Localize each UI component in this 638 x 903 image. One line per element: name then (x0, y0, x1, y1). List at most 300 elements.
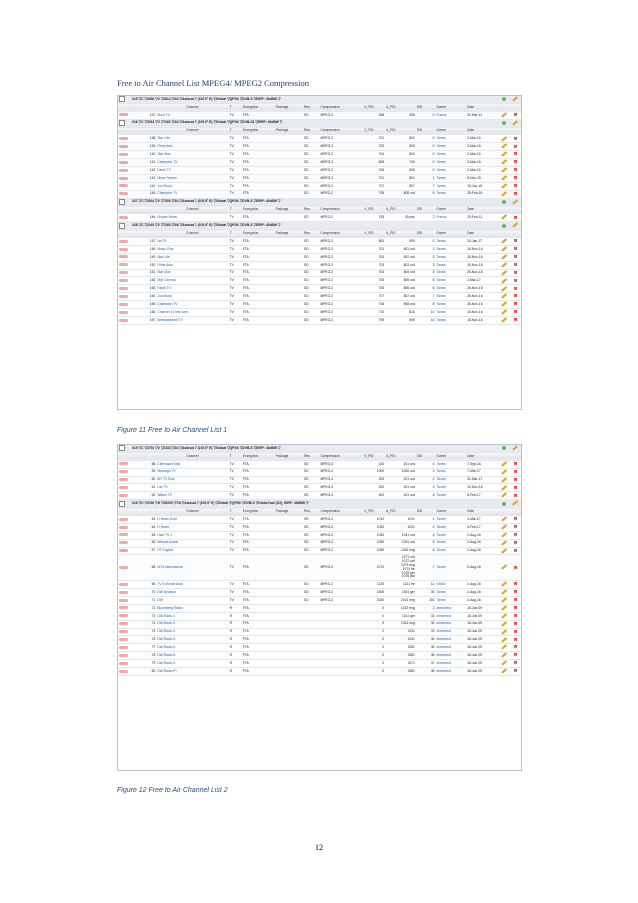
delete-icon[interactable]: ✖ (513, 309, 518, 315)
preview-cell[interactable] (118, 238, 141, 246)
preview-cell[interactable] (118, 214, 141, 222)
edit-cell[interactable] (499, 269, 510, 277)
eye-icon[interactable] (119, 303, 128, 306)
owner[interactable]: Tanea (436, 539, 467, 547)
column-header-a-pid[interactable]: A_PID (385, 508, 416, 516)
channel-row[interactable] (118, 261, 521, 269)
edit-icon[interactable] (502, 516, 508, 521)
column-header-package[interactable]: Package (275, 127, 303, 135)
owner[interactable]: Tanea (436, 293, 467, 301)
channel-name[interactable]: DW-Radio 6 (156, 644, 228, 652)
owner[interactable]: Tanea (436, 167, 467, 175)
owner[interactable]: dreambox (436, 652, 467, 660)
eye-icon[interactable] (119, 486, 128, 489)
edit-cell[interactable] (499, 293, 510, 301)
column-header-v-pid[interactable]: V_PID (363, 508, 385, 516)
edit-cell[interactable] (499, 151, 510, 159)
channel-name[interactable]: Champion TV (156, 301, 228, 309)
preview-cell[interactable] (118, 612, 141, 620)
delete-icon[interactable]: ✖ (513, 285, 518, 291)
channel-row[interactable] (118, 182, 521, 190)
delete-icon[interactable]: ✖ (513, 581, 518, 587)
edit-cell[interactable] (499, 261, 510, 269)
edit-cell[interactable] (499, 190, 510, 198)
owner[interactable]: Tanea (436, 182, 467, 190)
channel-row[interactable] (118, 531, 521, 539)
column-header-package[interactable]: Package (275, 230, 303, 238)
edit-icon[interactable] (502, 270, 508, 275)
eye-icon[interactable] (119, 630, 128, 633)
delete-cell[interactable] (510, 523, 521, 531)
edit-icon[interactable] (502, 613, 508, 618)
edit-cell[interactable] (499, 245, 510, 253)
edit-icon[interactable] (502, 469, 508, 474)
channel-name[interactable]: DW-Radio 5 (156, 636, 228, 644)
edit-cell[interactable] (499, 135, 510, 143)
channel-row[interactable] (118, 309, 521, 317)
channel-row[interactable] (118, 245, 521, 253)
delete-cell[interactable] (510, 245, 521, 253)
delete-cell[interactable] (510, 238, 521, 246)
column-header-type[interactable]: T (229, 230, 242, 238)
owner[interactable]: Tanea (436, 135, 467, 143)
column-header-res[interactable]: Res. (303, 508, 319, 516)
edit-cell[interactable] (499, 581, 510, 589)
edit-icon[interactable] (502, 668, 508, 673)
column-header-channel[interactable]: Channel (156, 230, 228, 238)
column-header-v-pid[interactable]: V_PID (363, 103, 385, 111)
channel-name[interactable]: MTA International (156, 555, 228, 581)
channel-row[interactable] (118, 285, 521, 293)
edit-icon[interactable] (502, 621, 508, 626)
edit-cell[interactable] (499, 301, 510, 309)
preview-cell[interactable] (118, 253, 141, 261)
edit-icon[interactable] (502, 246, 508, 251)
column-header-type[interactable]: T (229, 103, 242, 111)
channel-name[interactable]: Joo Music (156, 293, 228, 301)
owner[interactable]: Tanea (436, 316, 467, 324)
preview-cell[interactable] (118, 261, 141, 269)
owner[interactable]: dreambox (436, 604, 467, 612)
edit-icon[interactable] (502, 112, 508, 117)
channel-name[interactable]: Wessal Arabic (156, 539, 228, 547)
column-header-v-pid[interactable]: V_PID (363, 452, 385, 460)
delete-icon[interactable]: ✖ (513, 167, 518, 173)
edit-cell[interactable] (499, 523, 510, 531)
preview-cell[interactable] (118, 484, 141, 492)
column-header-date[interactable]: Date (466, 103, 499, 111)
channel-name[interactable]: MY TV Kids (156, 476, 228, 484)
column-header-res[interactable]: Res. (303, 230, 319, 238)
channel-row[interactable] (118, 555, 521, 581)
edit-cell[interactable] (499, 612, 510, 620)
delete-icon[interactable]: ✖ (513, 301, 518, 307)
eye-icon[interactable] (119, 541, 128, 544)
edit-icon[interactable] (502, 160, 508, 165)
edit-cell[interactable] (499, 531, 510, 539)
delete-icon[interactable]: ✖ (513, 476, 518, 482)
delete-cell[interactable] (510, 660, 521, 668)
owner[interactable]: Tanea (436, 285, 467, 293)
column-header-owner[interactable]: Owner (436, 127, 467, 135)
satellite-row[interactable] (118, 119, 521, 127)
column-header-type[interactable]: T (229, 127, 242, 135)
delete-cell[interactable] (510, 151, 521, 159)
channel-name[interactable]: Message TV (156, 468, 228, 476)
edit-cell[interactable] (499, 555, 510, 581)
preview-cell[interactable] (118, 628, 141, 636)
delete-icon[interactable]: ✖ (513, 468, 518, 474)
eye-icon[interactable] (119, 462, 128, 465)
eye-icon[interactable] (119, 526, 128, 529)
column-header-a-pid[interactable]: A_PID (385, 452, 416, 460)
eye-icon[interactable] (119, 113, 128, 116)
edit-cell[interactable] (499, 316, 510, 324)
column-header-date[interactable]: Date (466, 508, 499, 516)
edit-cell[interactable] (499, 285, 510, 293)
eye-icon[interactable] (119, 184, 128, 187)
ok-cell[interactable] (499, 96, 510, 103)
preview-cell[interactable] (118, 190, 141, 198)
delete-icon[interactable]: ✖ (513, 636, 518, 642)
eye-icon[interactable] (119, 311, 128, 314)
edit-cell[interactable] (499, 468, 510, 476)
delete-cell[interactable] (510, 667, 521, 675)
owner[interactable]: Tanea (436, 269, 467, 277)
delete-cell[interactable] (510, 468, 521, 476)
edit-cell[interactable] (510, 198, 521, 206)
column-header-sid[interactable]: SID (416, 508, 436, 516)
channel-row[interactable] (118, 628, 521, 636)
column-header-channel[interactable]: Channel (156, 103, 228, 111)
channel-row[interactable] (118, 190, 521, 198)
edit-cell[interactable] (510, 119, 521, 127)
column-header-v-pid[interactable]: V_PID (363, 206, 385, 214)
preview-cell[interactable] (118, 539, 141, 547)
delete-cell[interactable] (510, 596, 521, 604)
preview-cell[interactable] (118, 167, 141, 175)
edit-icon[interactable] (502, 660, 508, 665)
delete-cell[interactable] (510, 214, 521, 222)
channel-name[interactable]: Hadi TV 1 (156, 531, 228, 539)
ok-icon[interactable] (502, 121, 506, 125)
edit-icon[interactable] (502, 637, 508, 642)
edit-cell[interactable] (499, 214, 510, 222)
column-header-package[interactable]: Package (275, 508, 303, 516)
column-header-a-pid[interactable]: A_PID (385, 103, 416, 111)
eye-icon[interactable] (119, 583, 128, 586)
column-header-encryption[interactable]: Encryption (242, 230, 275, 238)
channel-row[interactable] (118, 460, 521, 468)
edit-cell[interactable] (499, 143, 510, 151)
delete-icon[interactable]: ✖ (513, 484, 518, 490)
channel-name[interactable]: DW-Radio 4 (156, 628, 228, 636)
delete-icon[interactable]: ✖ (513, 135, 518, 141)
owner[interactable]: Tanea (436, 159, 467, 167)
delete-icon[interactable]: ✖ (513, 151, 518, 157)
channel-name[interactable]: Star Life (156, 253, 228, 261)
edit-icon[interactable] (502, 532, 508, 537)
delete-icon[interactable]: ✖ (513, 159, 518, 165)
ok-icon[interactable] (502, 97, 506, 101)
channel-row[interactable] (118, 516, 521, 524)
edit-cell[interactable] (499, 628, 510, 636)
delete-cell[interactable] (510, 628, 521, 636)
delete-cell[interactable] (510, 143, 521, 151)
edit-cell[interactable] (499, 167, 510, 175)
edit-cell[interactable] (499, 660, 510, 668)
delete-cell[interactable] (510, 612, 521, 620)
channel-name[interactable]: DW-Radio PI (156, 667, 228, 675)
owner[interactable]: Fracus (436, 111, 467, 119)
edit-cell[interactable] (499, 644, 510, 652)
owner[interactable]: Tanea (436, 309, 467, 317)
column-header-encryption[interactable]: Encryption (242, 103, 275, 111)
channel-name[interactable]: Channel 10 test card (156, 309, 228, 317)
eye-icon[interactable] (119, 177, 128, 180)
edit-icon[interactable] (502, 582, 508, 587)
delete-icon[interactable]: ✖ (513, 660, 518, 666)
preview-cell[interactable] (118, 555, 141, 581)
channel-row[interactable] (118, 620, 521, 628)
preview-cell[interactable] (118, 316, 141, 324)
channel-name[interactable]: Cinemachi Kids (156, 460, 228, 468)
satellite-row[interactable] (118, 500, 521, 508)
preview-cell[interactable] (118, 652, 141, 660)
owner[interactable]: Tanea (436, 174, 467, 182)
preview-cell[interactable] (118, 309, 141, 317)
column-header-owner[interactable]: Owner (436, 230, 467, 238)
channel-name[interactable]: Filme Asia (156, 261, 228, 269)
delete-icon[interactable]: ✖ (513, 111, 518, 117)
owner[interactable]: dreambox (436, 612, 467, 620)
column-header-encryption[interactable]: Encryption (242, 508, 275, 516)
channel-row[interactable] (118, 111, 521, 119)
preview-cell[interactable] (118, 492, 141, 500)
channel-row[interactable] (118, 238, 521, 246)
channel-row[interactable] (118, 539, 521, 547)
eye-icon[interactable] (119, 279, 128, 282)
preview-cell[interactable] (118, 277, 141, 285)
edit-icon[interactable] (502, 653, 508, 658)
column-header-res[interactable]: Res. (303, 127, 319, 135)
edit-icon[interactable] (502, 317, 508, 322)
delete-icon[interactable]: ✖ (513, 539, 518, 545)
delete-cell[interactable] (510, 539, 521, 547)
delete-icon[interactable]: ✖ (513, 175, 518, 181)
delete-icon[interactable]: ✖ (513, 317, 518, 323)
eye-icon[interactable] (119, 494, 128, 497)
delete-cell[interactable] (510, 555, 521, 581)
channel-name[interactable]: DW Deutsch (156, 589, 228, 597)
delete-cell[interactable] (510, 301, 521, 309)
eye-icon[interactable] (119, 566, 128, 569)
owner[interactable]: dreambox (436, 636, 467, 644)
column-header-compression[interactable]: Compression (319, 230, 363, 238)
edit-cell[interactable] (499, 174, 510, 182)
eye-icon[interactable] (119, 662, 128, 665)
edit-icon[interactable] (502, 565, 508, 570)
delete-cell[interactable] (510, 190, 521, 198)
channel-row[interactable] (118, 667, 521, 675)
column-header-package[interactable]: Package (275, 452, 303, 460)
ok-icon[interactable] (502, 200, 506, 204)
owner[interactable]: Tanea (436, 261, 467, 269)
column-header-sid[interactable]: SID (416, 452, 436, 460)
delete-cell[interactable] (510, 484, 521, 492)
channel-name[interactable]: Silver Screen (156, 174, 228, 182)
owner[interactable]: Tanea (436, 151, 467, 159)
column-header-package[interactable]: Package (275, 206, 303, 214)
preview-cell[interactable] (118, 581, 141, 589)
column-header-channel[interactable]: Channel (156, 127, 228, 135)
edit-icon[interactable] (502, 215, 508, 220)
ok-cell[interactable] (499, 198, 510, 206)
preview-cell[interactable] (118, 589, 141, 597)
column-header-type[interactable]: T (229, 452, 242, 460)
preview-cell[interactable] (118, 111, 141, 119)
owner[interactable]: Tanea (436, 516, 467, 524)
channel-row[interactable] (118, 660, 521, 668)
delete-cell[interactable] (510, 581, 521, 589)
owner[interactable]: Tanea (436, 190, 467, 198)
edit-cell[interactable] (499, 253, 510, 261)
delete-cell[interactable] (510, 604, 521, 612)
delete-icon[interactable]: ✖ (513, 620, 518, 626)
owner[interactable]: Tanea (436, 238, 467, 246)
preview-cell[interactable] (118, 636, 141, 644)
edit-icon[interactable] (502, 540, 508, 545)
edit-cell[interactable] (499, 604, 510, 612)
column-header-res[interactable]: Res. (303, 206, 319, 214)
checkbox[interactable] (119, 223, 125, 229)
owner[interactable]: 04800 (436, 581, 467, 589)
eye-icon[interactable] (119, 263, 128, 266)
edit-icon[interactable] (513, 501, 519, 506)
delete-cell[interactable] (510, 516, 521, 524)
preview-cell[interactable] (118, 523, 141, 531)
channel-row[interactable] (118, 253, 521, 261)
eye-icon[interactable] (119, 287, 128, 290)
eye-icon[interactable] (119, 518, 128, 521)
delete-icon[interactable]: ✖ (513, 531, 518, 537)
channel-row[interactable] (118, 468, 521, 476)
owner[interactable]: Tanea (436, 492, 467, 500)
delete-icon[interactable]: ✖ (513, 190, 518, 196)
channel-row[interactable] (118, 644, 521, 652)
edit-cell[interactable] (499, 460, 510, 468)
preview-cell[interactable] (118, 151, 141, 159)
checkbox[interactable] (119, 96, 125, 102)
edit-icon[interactable] (502, 294, 508, 299)
delete-cell[interactable] (510, 652, 521, 660)
ok-icon[interactable] (502, 224, 506, 228)
delete-cell[interactable] (510, 293, 521, 301)
column-header-compression[interactable]: Compression (319, 103, 363, 111)
preview-cell[interactable] (118, 667, 141, 675)
column-header-a-pid[interactable]: A_PID (385, 206, 416, 214)
owner[interactable]: Tanea (436, 301, 467, 309)
delete-cell[interactable] (510, 261, 521, 269)
channel-name[interactable]: Champion TV (156, 159, 228, 167)
delete-cell[interactable] (510, 547, 521, 555)
satellite-row[interactable] (118, 198, 521, 206)
edit-icon[interactable] (502, 493, 508, 498)
delete-cell[interactable] (510, 531, 521, 539)
channel-name[interactable]: Fatah TV (156, 167, 228, 175)
column-header-package[interactable]: Package (275, 103, 303, 111)
column-header-type[interactable]: T (229, 508, 242, 516)
column-header-v-pid[interactable]: V_PID (363, 230, 385, 238)
channel-name[interactable]: Star Max (156, 151, 228, 159)
owner[interactable]: Tanea (436, 547, 467, 555)
edit-cell[interactable] (499, 547, 510, 555)
owner[interactable]: dreambox (436, 620, 467, 628)
eye-icon[interactable] (119, 161, 128, 164)
delete-cell[interactable] (510, 253, 521, 261)
preview-cell[interactable] (118, 182, 141, 190)
eye-icon[interactable] (119, 240, 128, 243)
edit-icon[interactable] (502, 183, 508, 188)
channel-row[interactable] (118, 612, 521, 620)
edit-cell[interactable] (499, 539, 510, 547)
channel-name[interactable]: Fatah TV (156, 285, 228, 293)
edit-icon[interactable] (502, 548, 508, 553)
channel-name[interactable]: Star Life (156, 135, 228, 143)
delete-cell[interactable] (510, 316, 521, 324)
delete-cell[interactable] (510, 167, 521, 175)
select-checkbox-cell[interactable] (118, 445, 131, 452)
edit-cell[interactable] (499, 667, 510, 675)
channel-name[interactable]: DW-Radio 9 (156, 660, 228, 668)
delete-icon[interactable]: ✖ (513, 143, 518, 149)
channel-name[interactable]: RT English (156, 547, 228, 555)
edit-icon[interactable] (502, 175, 508, 180)
select-checkbox-cell[interactable] (118, 222, 131, 230)
column-header-sid[interactable]: SID (416, 103, 436, 111)
preview-cell[interactable] (118, 604, 141, 612)
edit-cell[interactable] (499, 636, 510, 644)
edit-icon[interactable] (502, 477, 508, 482)
eye-icon[interactable] (119, 478, 128, 481)
column-header-date[interactable]: Date (466, 452, 499, 460)
column-header-type[interactable]: T (229, 206, 242, 214)
owner[interactable]: dreambox (436, 667, 467, 675)
column-header-owner[interactable]: Owner (436, 508, 467, 516)
edit-icon[interactable] (502, 309, 508, 314)
edit-icon[interactable] (502, 262, 508, 267)
column-header-res[interactable]: Res. (303, 103, 319, 111)
satellite-row[interactable] (118, 96, 521, 103)
channel-name[interactable]: D News Gold (156, 516, 228, 524)
preview-cell[interactable] (118, 143, 141, 151)
preview-cell[interactable] (118, 468, 141, 476)
channel-name[interactable]: DW-Radio 2 (156, 620, 228, 628)
column-header-date[interactable]: Date (466, 127, 499, 135)
owner[interactable]: dreambox (436, 644, 467, 652)
owner[interactable]: Tanea (436, 277, 467, 285)
delete-cell[interactable] (510, 460, 521, 468)
delete-icon[interactable]: ✖ (513, 277, 518, 283)
owner[interactable]: Tanea (436, 253, 467, 261)
preview-cell[interactable] (118, 644, 141, 652)
owner[interactable]: Tanea (436, 245, 467, 253)
preview-cell[interactable] (118, 620, 141, 628)
edit-cell[interactable] (499, 652, 510, 660)
select-checkbox-cell[interactable] (118, 96, 131, 103)
delete-icon[interactable]: ✖ (513, 668, 518, 674)
channel-row[interactable] (118, 174, 521, 182)
